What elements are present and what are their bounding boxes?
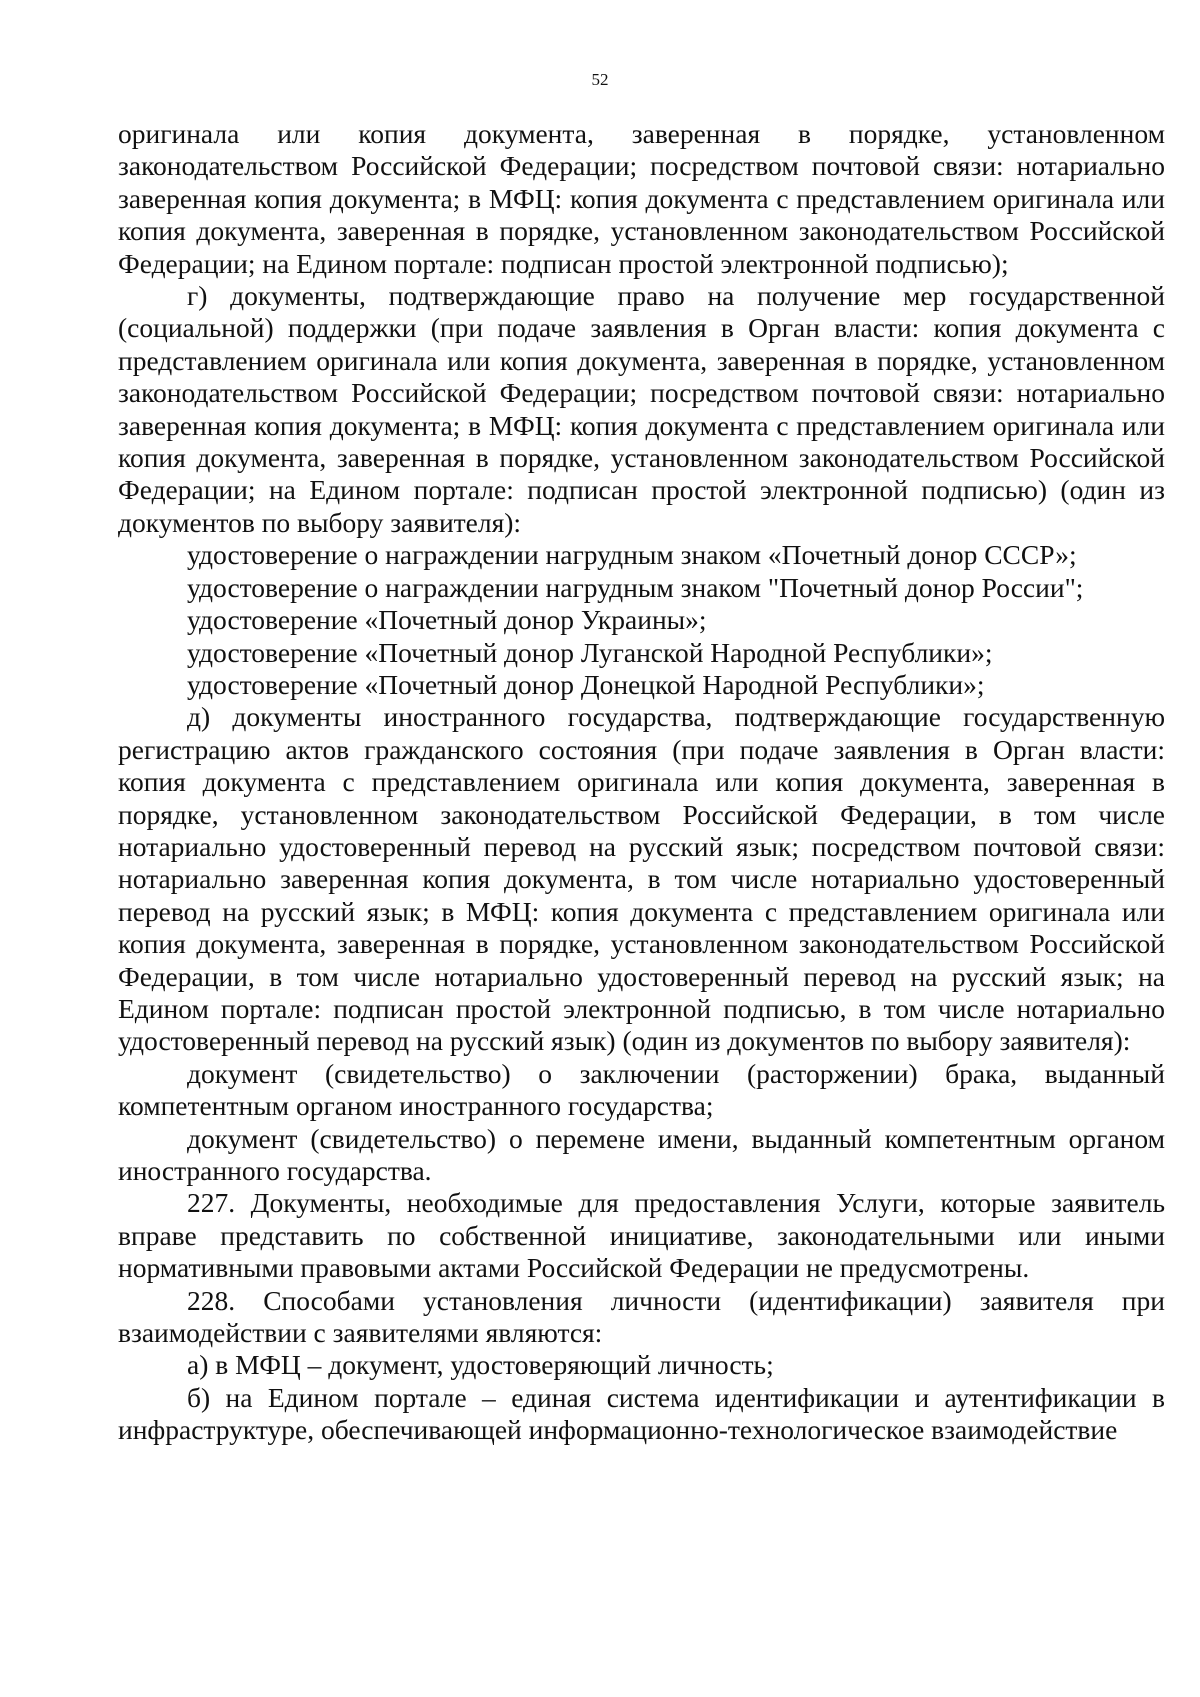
paragraph-item-a: а) в МФЦ – документ, удостоверяющий личность; [187, 1349, 774, 1381]
paragraph-227: 227. Документы, необходимые для предоставления Услуги, которые заявитель вправе представить по собственной инициативе, законодательными или иными нормативными правовыми актами Российской Федерации не предусмотрены. [118, 1187, 1165, 1284]
paragraph-228: 228. Способами установления личности (идентификации) заявителя при взаимодействии с заявителями являются: [118, 1284, 1165, 1349]
paragraph-name-change-certificate: документ (свидетельство) о перемене имени, выданный компетентным органом иностранного государства. [118, 1122, 1165, 1186]
paragraph-item-g: г) документы, подтверждающие право на получение мер государственной (социальной) поддержки (при подаче заявления в Орган власти: копия документа с представлением оригинала или копия документа, заверенная в порядке, установленном законодательством Российской Федерации; посредством почтовой связи: нотариально заверенная копия документа; в МФЦ: копия документа с представлением оригинала или копия документа, заверенная в порядке, установленном законодательством Российской Федерации; на Едином портале: подписан простой электронной подписью) (один из документов по выбору заявителя): [118, 280, 1165, 538]
paragraph-continuation: оригинала или копия документа, заверенная в порядке, установленном законодательством Российской Федерации; посредством почтовой связи: нотариально заверенная копия документа; в МФЦ: копия документа с представлением оригинала или копия документа, заверенная в порядке, установленном законодательством Российской Федерации; на Едином портале: подписан простой электронной подписью); [118, 118, 1165, 279]
list-item-donor-ukraine: удостоверение «Почетный донор Украины»; [187, 604, 707, 636]
list-item-donor-russia: удостоверение о награждении нагрудным знаком "Почетный донор России"; [187, 571, 1084, 603]
list-item-donor-dpr: удостоверение «Почетный донор Донецкой Народной Республики»; [187, 668, 985, 700]
paragraph-item-b: б) на Едином портале – единая система идентификации и аутентификации в инфраструктуре, обеспечивающей информационно-технологическое взаимодействие [118, 1381, 1165, 1446]
paragraph-marriage-certificate: документ (свидетельство) о заключении (расторжении) брака, выданный компетентным органом иностранного государства; [118, 1057, 1165, 1122]
paragraph-item-d: д) документы иностранного государства, подтверждающие государственную регистрацию актов гражданского состояния (при подаче заявления в Орган власти: копия документа с представлением оригинала или копия документа, заверенная в порядке, установленном законодательством Российской Федерации, в том числе нотариально удостоверенный перевод на русский язык; посредством почтовой связи: нотариально заверенная копия документа, в том числе нотариально удостоверенный перевод на русский язык; в МФЦ: копия документа с представлением оригинала или копия документа, заверенная в порядке, установленном законодательством Российской Федерации, в том числе нотариально удостоверенный перевод на русский язык; на Едином портале: подписан простой электронной подписью, в том числе нотариально удостоверенный перевод на русский язык) (один из документов по выбору заявителя): [118, 701, 1165, 1057]
page-number: 52 [591, 70, 609, 89]
document-body [118, 118, 1165, 1447]
list-item-donor-ussr: удостоверение о награждении нагрудным знаком «Почетный донор СССР»; [187, 539, 1077, 571]
list-item-donor-lpr: удостоверение «Почетный донор Луганской Народной Республики»; [187, 636, 993, 668]
